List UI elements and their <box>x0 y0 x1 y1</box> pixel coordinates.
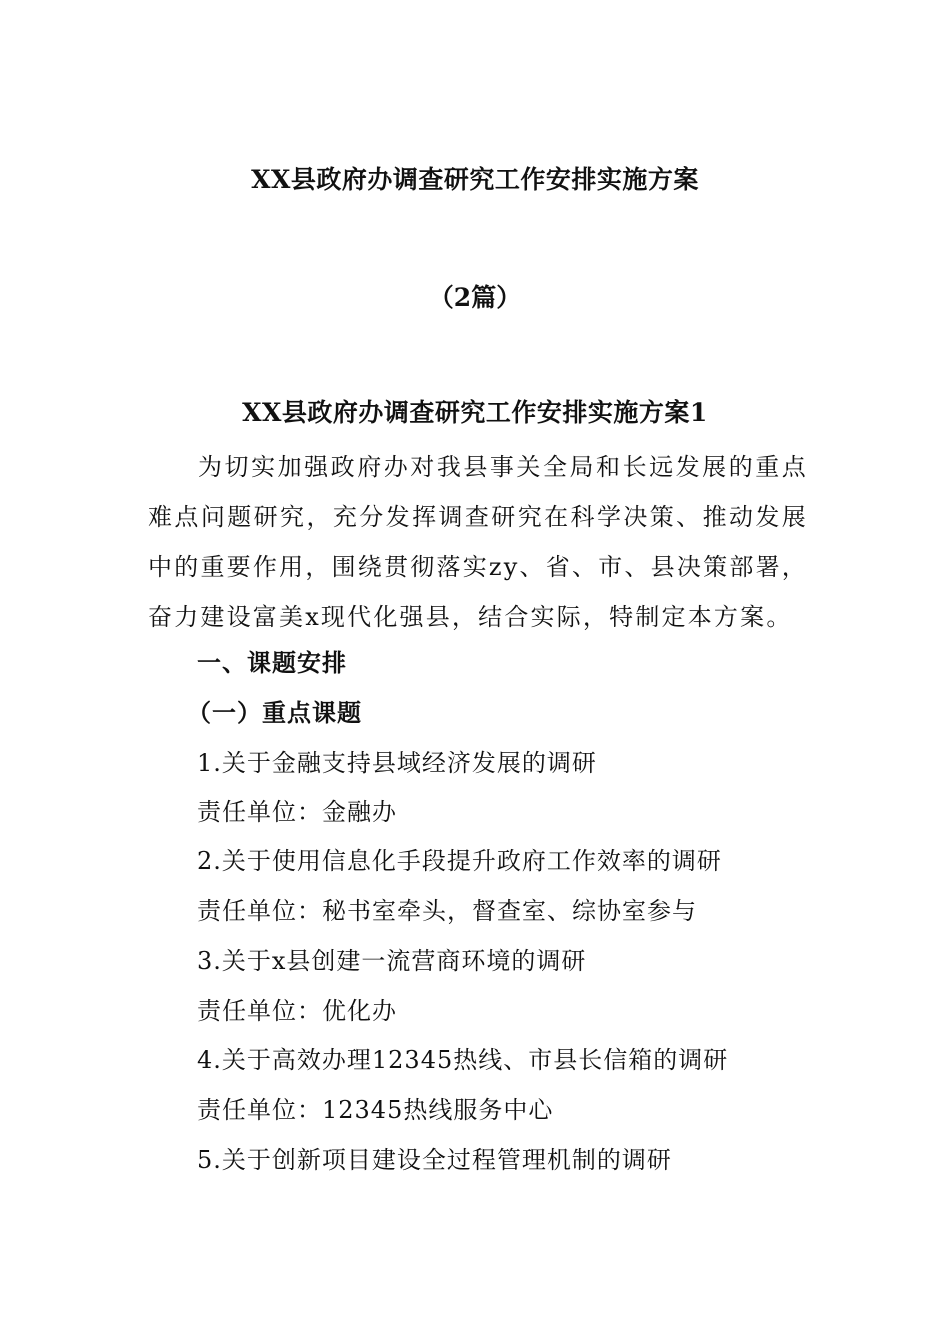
responsible-unit-4: 责任单位：12345热线服务中心 <box>197 1096 554 1124</box>
topic-item-2: 2.关于使用信息化手段提升政府工作效率的调研 <box>197 847 722 875</box>
responsible-unit-2: 责任单位：秘书室牵头，督查室、综协室参与 <box>197 897 697 925</box>
document-subtitle: XX县政府办调查研究工作安排实施方案1 <box>242 398 708 427</box>
intro-paragraph: 为切实加强政府办对我县事关全局和长远发展的重点难点问题研究，充分发挥调查研究在科学决策、推动发展中的重要作用，围绕贯彻落实zy、省、市、县决策部署，奋力建设富美x现代化强县，结合实际，特制定本方案。 <box>148 453 808 631</box>
document-title: XX县政府办调查研究工作安排实施方案 <box>251 165 699 194</box>
topic-item-5: 5.关于创新项目建设全过程管理机制的调研 <box>197 1146 672 1174</box>
topic-item-1: 1.关于金融支持县域经济发展的调研 <box>197 749 597 777</box>
responsible-unit-3: 责任单位：优化办 <box>197 997 397 1025</box>
subsection-heading-1: （一）重点课题 <box>187 698 362 727</box>
topic-item-3: 3.关于x县创建一流营商环境的调研 <box>197 947 587 975</box>
topic-item-4: 4.关于高效办理12345热线、市县长信箱的调研 <box>197 1046 729 1074</box>
responsible-unit-1: 责任单位：金融办 <box>197 798 397 826</box>
document-count: （2篇） <box>428 283 522 312</box>
section-heading-1: 一、课题安排 <box>197 648 347 677</box>
